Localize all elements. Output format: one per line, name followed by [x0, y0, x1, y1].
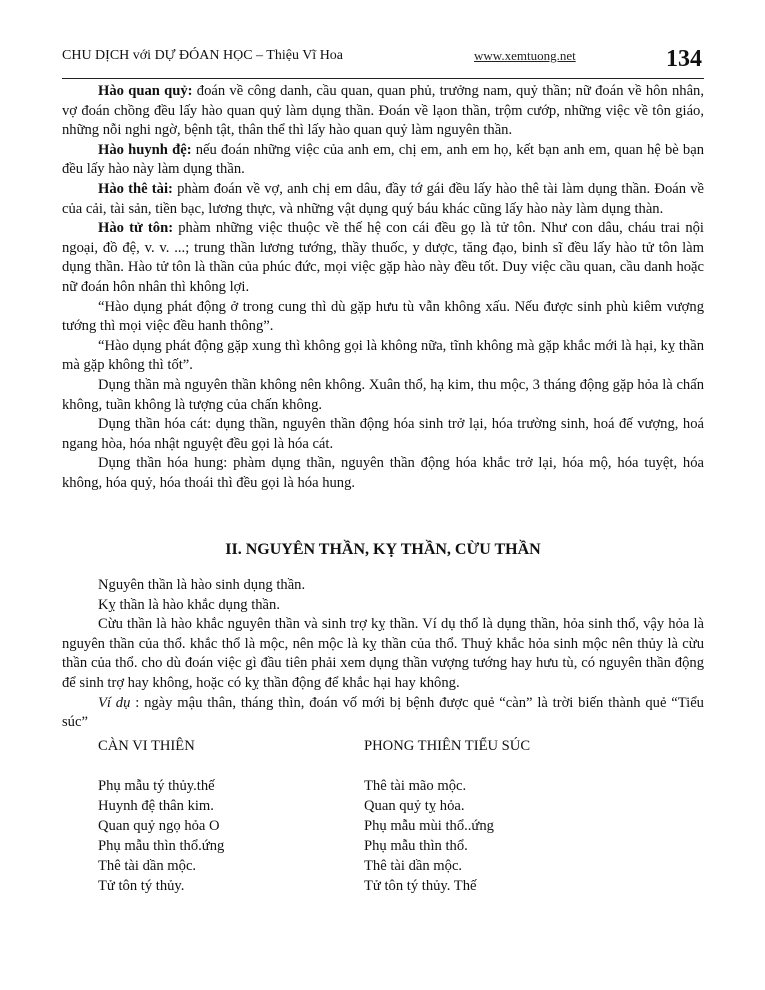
paragraph-hoa-hung: Dụng thần hóa hung: phàm dụng thần, nguyên thần động hóa khắc trở lại, hóa mộ, hóa tuyệt, hóa không, hóa quỷ, hóa thoái thì đều gọi là hóa hung. — [62, 455, 704, 491]
term-label: Hào thê tài: — [98, 180, 173, 197]
hexagram-line: Huynh đệ thân kim. — [98, 798, 214, 814]
hexagram-left-column — [98, 736, 224, 896]
page-number: 134 — [666, 46, 702, 72]
hexagram-line: Tử tôn tý thủy. — [98, 878, 185, 894]
hexagram-line: Tử tôn tý thủy. Thế — [364, 878, 477, 894]
hexagram-line: Thê tài mão mộc. — [364, 778, 467, 794]
hexagram-line: Phụ mẫu tý thủy.thế — [98, 778, 215, 794]
paragraph-text: phàm đoán về vợ, anh chị em dâu, đầy tớ gái đều lấy hào thê tài làm dụng thần. Đoán về của cải, tài sản, tiền bạc, lương thực, và những vật dụng quý báu khác cũng lấy hào này làm dụng thàn. — [62, 180, 704, 217]
term-label: Hào huynh đệ: — [98, 141, 192, 158]
paragraph-cuu-than: Cừu thần là hào khắc nguyên thần và sinh trợ kỵ thần. Ví dụ thổ là dụng thần, hỏa sinh thổ, vậy hỏa là nguyên thần của thổ. khắc thổ là mộc, nên mộc là kỵ thần của thổ. Thuỷ khắc hỏa sinh mộc nên thủy là cừu thần của thổ. cho dù đoán việc gì đầu tiên phải xem dụng thần vượng tướng hay hưu tù, có nguyên thần động để sinh trợ hay không, hoặc có kỵ thần động để khắc hại hay không. — [62, 616, 704, 691]
section-nguyen-than-paragraphs — [62, 576, 704, 733]
paragraph-text: nếu đoán những việc của anh em, chị em, anh em họ, kết bạn anh em, quan hệ bè bạn đều lấy hào này làm dụng thần. — [62, 141, 704, 178]
website-link[interactable]: www.xemtuong.net — [474, 48, 576, 63]
paragraph-quote-1: “Hào dụng phát động ở trong cung thì dù gặp hưu tù vẫn không xấu. Nếu được sinh phù kiêm vượng tướng thì mọi việc đều hanh thông”. — [62, 298, 704, 335]
paragraph-ky-than: Kỵ thần là hào khắc dụng thần. — [98, 596, 280, 613]
page-header — [62, 46, 704, 79]
paragraph-hao-huynh-de — [62, 141, 704, 180]
paragraph-hoa-cat: Dụng thần hóa cát: dụng thần, nguyên thần động hóa sinh trở lại, hóa trường sinh, hoá đế vượng, hoá ngang hòa, hóa nhật nguyệt đều gọi là hóa cát. — [62, 416, 704, 452]
hexagram-line: Quan quỷ ngọ hỏa O — [98, 818, 220, 834]
section-heading: II. NGUYÊN THẦN, KỴ THẦN, CỪU THẦN — [225, 541, 541, 558]
paragraph-chan-khong: Dụng thần mà nguyên thần không nên không. Xuân thổ, hạ kim, thu mộc, 3 tháng động gặp hỏa là chấn không, tuần không là tượng của chấn không. — [62, 376, 704, 413]
section-dung-than-paragraphs — [62, 82, 704, 493]
hexagram-line: Phụ mẫu mùi thổ..ứng — [364, 818, 494, 834]
paragraph-example — [62, 694, 704, 733]
paragraph-hao-tu-ton — [62, 219, 704, 297]
paragraph-text: phàm những việc thuộc về thế hệ con cái đều gọ là tử tôn. Như con dâu, cháu trai nội ngoại, đồ đệ, v. v. ...; trung thần lương tướng, thầy thuốc, y dược, tăng đạo, binh sĩ đều lấy hào tử tôn làm dụng thần. Hào tử tôn là thần của phúc đức, mọi việc gặp hào này đều tốt. Duy việc cầu quan, cầu danh hoặc nữ đoán hôn nhân thì không lợi. — [62, 220, 704, 295]
hexagram-right-column — [364, 736, 530, 896]
paragraph-nguyen-than: Nguyên thần là hào sinh dụng thần. — [98, 577, 306, 593]
hexagram-left-title: CÀN VI THIÊN — [98, 738, 195, 754]
paragraph-text: đoán về công danh, cầu quan, quan phủ, trưởng nam, quỷ thần; nữ đoán về hôn nhân, vợ đoán chồng đều lấy hào quan quỷ làm dụng thần. Đoán về lạon thần, trộm cướp, những việc về tôn giáo, những nỗi nghi ngờ, bệnh tật, thân thể thì lấy hào quan quỷ làm nguyên thần. — [62, 83, 704, 139]
paragraph-hao-quan-quy — [62, 82, 704, 141]
term-label: Hào tử tôn: — [98, 220, 174, 237]
hexagram-line: Phụ mẫu thìn thổ. — [364, 838, 468, 854]
hexagram-line: Phụ mẫu thìn thổ.ứng — [98, 838, 225, 854]
paragraph-hao-the-tai — [62, 180, 704, 219]
hexagram-line: Thê tài dần mộc. — [364, 858, 463, 874]
example-text: : ngày mậu thân, tháng thìn, đoán vố mới bị bệnh được quẻ “càn” là trời biến thành quẻ “Tiểu súc” — [62, 694, 704, 731]
hexagram-line: Thê tài dần mộc. — [98, 858, 197, 874]
hexagram-line: Quan quỷ tỵ hỏa. — [364, 798, 465, 814]
paragraph-quote-2: “Hào dụng phát động gặp xung thì không gọi là không nữa, tĩnh không mà gặp khắc mới là hại, kỵ thần mà gặp không thì tốt”. — [62, 337, 704, 374]
term-label: Hào quan quỷ: — [98, 83, 193, 99]
hexagram-right-title: PHONG THIÊN TIỂU SÚC — [364, 738, 531, 754]
book-title: CHU DỊCH với DỰ ĐÓAN HỌC – Thiệu Vĩ Hoa — [62, 48, 344, 63]
example-label: Ví dụ — [98, 694, 131, 711]
